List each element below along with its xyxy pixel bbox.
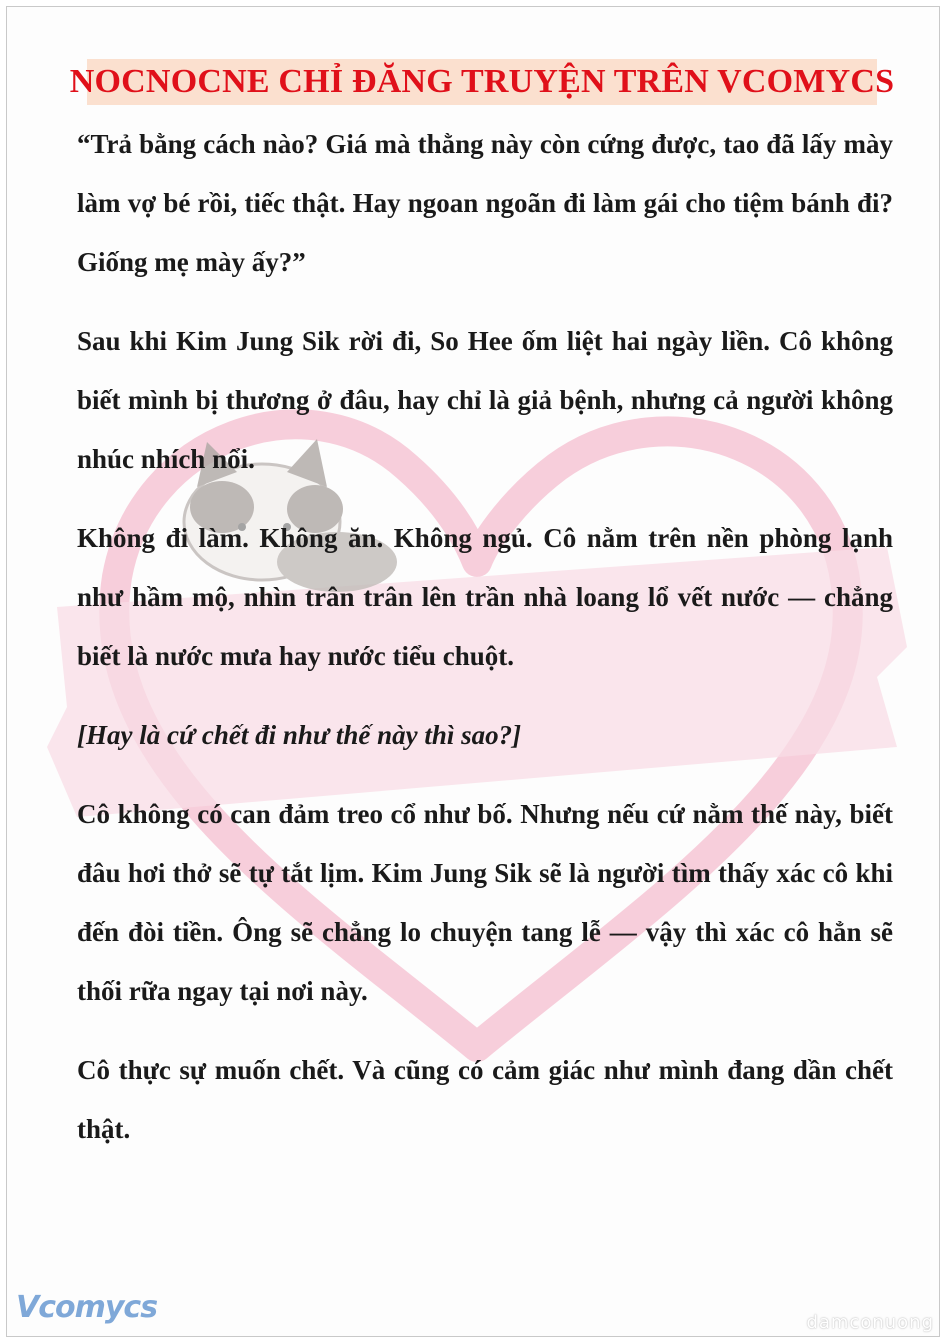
page <box>6 6 940 1337</box>
paragraph: “Trả bằng cách nào? Giá mà thằng này còn cứng được, tao đã lấy mày làm vợ bé rồi, tiếc thật. Hay ngoan ngoãn đi làm gái cho tiệm bánh đi? Giống mẹ mày ấy?” <box>77 129 893 277</box>
paragraph: Không đi làm. Không ăn. Không ngủ. Cô nằm trên nền phòng lạnh như hầm mộ, nhìn trân trân lên trần nhà loang lổ vết nước — chẳng biết là nước mưa hay nước tiểu chuột. <box>77 523 893 671</box>
story-text <box>77 115 893 1179</box>
announcement-banner <box>69 59 895 105</box>
paragraph: Cô không có can đảm treo cổ như bố. Nhưng nếu cứ nằm thế này, biết đâu hơi thở sẽ tự tắt lịm. Kim Jung Sik sẽ là người tìm thấy xác cô khi đến đòi tiền. Ông sẽ chẳng lo chuyện tang lễ — vậy thì xác cô hẳn sẽ thối rữa ngay tại nơi này. <box>77 799 893 1006</box>
paragraph: Sau khi Kim Jung Sik rời đi, So Hee ốm liệt hai ngày liền. Cô không biết mình bị thương ở đâu, hay chỉ là giả bệnh, nhưng cả người không nhúc nhích nổi. <box>77 326 893 474</box>
thought-paragraph: [Hay là cứ chết đi như thế này thì sao?] <box>77 720 522 750</box>
paragraph: Cô thực sự muốn chết. Và cũng có cảm giác như mình đang dần chết thật. <box>77 1055 893 1144</box>
banner-title: NOCNOCNE CHỈ ĐĂNG TRUYỆN TRÊN VCOMYCS <box>69 63 895 100</box>
site-watermark: damconuong <box>806 1312 934 1333</box>
vcomycs-logo: Vcomycs <box>16 1290 158 1325</box>
